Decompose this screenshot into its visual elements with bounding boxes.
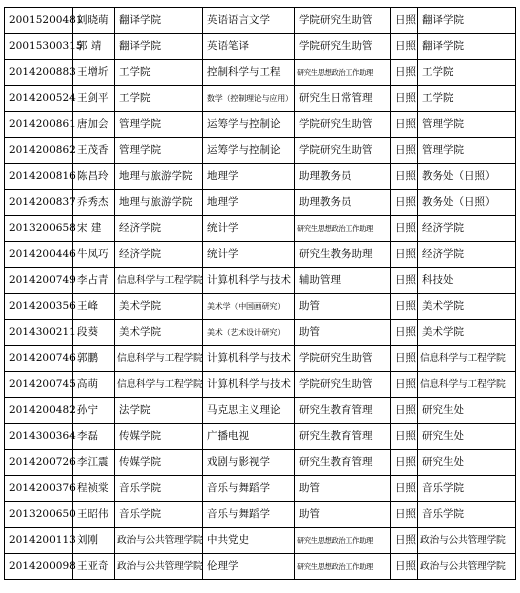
campus-cell: 日照	[391, 346, 418, 372]
unit-cell: 翻译学院	[418, 34, 516, 60]
name-cell: 王昭伟	[73, 502, 115, 528]
name-cell: 李占青	[73, 268, 115, 294]
campus-cell: 日照	[391, 164, 418, 190]
college-cell: 美术学院	[115, 320, 203, 346]
major-cell: 英语语言文学	[203, 8, 295, 34]
name-cell: 王增圻	[73, 60, 115, 86]
major-cell: 伦理学	[203, 554, 295, 580]
name-cell: 李江震	[73, 450, 115, 476]
unit-cell: 工学院	[418, 86, 516, 112]
major-cell: 音乐与舞蹈学	[203, 502, 295, 528]
campus-cell: 日照	[391, 34, 418, 60]
name-cell: 陈昌玲	[73, 164, 115, 190]
unit-cell: 翻译学院	[418, 8, 516, 34]
name-cell: 唐加会	[73, 112, 115, 138]
unit-cell: 研究生处	[418, 398, 516, 424]
student-id-cell: 2014300364	[5, 424, 73, 450]
post-cell: 研究生教育管理	[295, 424, 391, 450]
post-cell: 研究生日常管理	[295, 86, 391, 112]
student-id-cell: 2014200446	[5, 242, 73, 268]
college-cell: 信息科学与工程学院	[115, 268, 203, 294]
table-row	[5, 8, 516, 34]
college-cell: 翻译学院	[115, 34, 203, 60]
campus-cell: 日照	[391, 398, 418, 424]
student-id-cell: 2014200861	[5, 112, 73, 138]
college-cell: 政治与公共管理学院	[115, 528, 203, 554]
college-cell: 经济学院	[115, 242, 203, 268]
major-cell: 计算机科学与技术	[203, 372, 295, 398]
table-row	[5, 190, 516, 216]
name-cell: 王峰	[73, 294, 115, 320]
student-id-cell: 2014200726	[5, 450, 73, 476]
campus-cell: 日照	[391, 502, 418, 528]
table-row	[5, 320, 516, 346]
table-row	[5, 242, 516, 268]
table-row	[5, 450, 516, 476]
name-cell: 王茂香	[73, 138, 115, 164]
post-cell: 研究生思想政治工作助理	[295, 60, 391, 86]
unit-cell: 教务处（日照）	[418, 164, 516, 190]
table-row	[5, 398, 516, 424]
college-cell: 经济学院	[115, 216, 203, 242]
college-cell: 美术学院	[115, 294, 203, 320]
name-cell: 郭鹏	[73, 346, 115, 372]
table-row	[5, 34, 516, 60]
major-cell: 地理学	[203, 190, 295, 216]
campus-cell: 日照	[391, 450, 418, 476]
personnel-table	[4, 7, 516, 580]
unit-cell: 研究生处	[418, 424, 516, 450]
post-cell: 助管	[295, 502, 391, 528]
post-cell: 助理教务员	[295, 190, 391, 216]
table-row	[5, 424, 516, 450]
major-cell: 统计学	[203, 216, 295, 242]
student-id-cell: 2014200816	[5, 164, 73, 190]
student-id-cell: 20015200481	[5, 8, 73, 34]
campus-cell: 日照	[391, 372, 418, 398]
unit-cell: 信息科学与工程学院	[418, 372, 516, 398]
name-cell: 孙宁	[73, 398, 115, 424]
major-cell: 运筹学与控制论	[203, 112, 295, 138]
campus-cell: 日照	[391, 320, 418, 346]
post-cell: 研究生思想政治工作助理	[295, 528, 391, 554]
post-cell: 助管	[295, 476, 391, 502]
campus-cell: 日照	[391, 528, 418, 554]
name-cell: 牛凤巧	[73, 242, 115, 268]
college-cell: 工学院	[115, 86, 203, 112]
student-id-cell: 2014200098	[5, 554, 73, 580]
unit-cell: 政治与公共管理学院	[418, 554, 516, 580]
name-cell: 刘晓萌	[73, 8, 115, 34]
college-cell: 地理与旅游学院	[115, 164, 203, 190]
unit-cell: 研究生处	[418, 450, 516, 476]
major-cell: 戏剧与影视学	[203, 450, 295, 476]
unit-cell: 音乐学院	[418, 502, 516, 528]
unit-cell: 美术学院	[418, 320, 516, 346]
table-row	[5, 164, 516, 190]
table-row	[5, 112, 516, 138]
unit-cell: 教务处（日照）	[418, 190, 516, 216]
college-cell: 翻译学院	[115, 8, 203, 34]
major-cell: 统计学	[203, 242, 295, 268]
student-id-cell: 2014200524	[5, 86, 73, 112]
major-cell: 音乐与舞蹈学	[203, 476, 295, 502]
table-row	[5, 268, 516, 294]
major-cell: 美术（艺术设计研究）	[203, 320, 295, 346]
student-id-cell: 2014200745	[5, 372, 73, 398]
student-id-cell: 2014200862	[5, 138, 73, 164]
student-id-cell: 2014200113	[5, 528, 73, 554]
post-cell: 学院研究生助管	[295, 372, 391, 398]
college-cell: 传媒学院	[115, 424, 203, 450]
table-row	[5, 138, 516, 164]
name-cell: 段葵	[73, 320, 115, 346]
unit-cell: 信息科学与工程学院	[418, 346, 516, 372]
college-cell: 管理学院	[115, 112, 203, 138]
unit-cell: 政治与公共管理学院	[418, 528, 516, 554]
college-cell: 政治与公共管理学院	[115, 554, 203, 580]
campus-cell: 日照	[391, 476, 418, 502]
campus-cell: 日照	[391, 216, 418, 242]
table-row	[5, 554, 516, 580]
major-cell: 英语笔译	[203, 34, 295, 60]
name-cell: 乔秀杰	[73, 190, 115, 216]
unit-cell: 工学院	[418, 60, 516, 86]
name-cell: 王剑平	[73, 86, 115, 112]
major-cell: 中共党史	[203, 528, 295, 554]
major-cell: 地理学	[203, 164, 295, 190]
college-cell: 信息科学与工程学院	[115, 372, 203, 398]
post-cell: 助理教务员	[295, 164, 391, 190]
name-cell: 程祯棠	[73, 476, 115, 502]
unit-cell: 经济学院	[418, 242, 516, 268]
campus-cell: 日照	[391, 60, 418, 86]
major-cell: 计算机科学与技术	[203, 268, 295, 294]
unit-cell: 管理学院	[418, 112, 516, 138]
table-row	[5, 528, 516, 554]
post-cell: 助管	[295, 294, 391, 320]
major-cell: 数学（控制理论与应用）	[203, 86, 295, 112]
unit-cell: 科技处	[418, 268, 516, 294]
student-id-cell: 2014200837	[5, 190, 73, 216]
major-cell: 计算机科学与技术	[203, 346, 295, 372]
post-cell: 学院研究生助管	[295, 346, 391, 372]
post-cell: 学院研究生助管	[295, 8, 391, 34]
post-cell: 辅助管理	[295, 268, 391, 294]
table-body	[5, 8, 516, 580]
college-cell: 工学院	[115, 60, 203, 86]
table-row	[5, 60, 516, 86]
major-cell: 马克思主义理论	[203, 398, 295, 424]
campus-cell: 日照	[391, 86, 418, 112]
table-row	[5, 346, 516, 372]
table-row	[5, 86, 516, 112]
major-cell: 广播电视	[203, 424, 295, 450]
college-cell: 音乐学院	[115, 502, 203, 528]
post-cell: 学院研究生助管	[295, 138, 391, 164]
student-id-cell: 2014200356	[5, 294, 73, 320]
campus-cell: 日照	[391, 424, 418, 450]
major-cell: 美术学（中国画研究）	[203, 294, 295, 320]
campus-cell: 日照	[391, 242, 418, 268]
student-id-cell: 2014200883	[5, 60, 73, 86]
college-cell: 地理与旅游学院	[115, 190, 203, 216]
table-row	[5, 502, 516, 528]
name-cell: 李磊	[73, 424, 115, 450]
unit-cell: 音乐学院	[418, 476, 516, 502]
college-cell: 音乐学院	[115, 476, 203, 502]
campus-cell: 日照	[391, 112, 418, 138]
student-id-cell: 2014200376	[5, 476, 73, 502]
student-id-cell: 2014200749	[5, 268, 73, 294]
student-id-cell: 2014300211	[5, 320, 73, 346]
student-id-cell: 2013200650	[5, 502, 73, 528]
major-cell: 控制科学与工程	[203, 60, 295, 86]
college-cell: 法学院	[115, 398, 203, 424]
post-cell: 研究生思想政治工作助理	[295, 554, 391, 580]
unit-cell: 美术学院	[418, 294, 516, 320]
college-cell: 传媒学院	[115, 450, 203, 476]
student-id-cell: 2014200746	[5, 346, 73, 372]
major-cell: 运筹学与控制论	[203, 138, 295, 164]
table-row	[5, 372, 516, 398]
post-cell: 研究生教育管理	[295, 398, 391, 424]
name-cell: 宋 建	[73, 216, 115, 242]
name-cell: 高萌	[73, 372, 115, 398]
post-cell: 学院研究生助管	[295, 112, 391, 138]
post-cell: 研究生教育管理	[295, 450, 391, 476]
post-cell: 研究生教务助理	[295, 242, 391, 268]
college-cell: 管理学院	[115, 138, 203, 164]
table-row	[5, 476, 516, 502]
student-id-cell: 2013200658	[5, 216, 73, 242]
post-cell: 助管	[295, 320, 391, 346]
post-cell: 学院研究生助管	[295, 34, 391, 60]
student-id-cell: 2014200482	[5, 398, 73, 424]
unit-cell: 管理学院	[418, 138, 516, 164]
college-cell: 信息科学与工程学院	[115, 346, 203, 372]
campus-cell: 日照	[391, 190, 418, 216]
table-row	[5, 216, 516, 242]
name-cell: 郭 靖	[73, 34, 115, 60]
student-id-cell: 20015300315	[5, 34, 73, 60]
campus-cell: 日照	[391, 138, 418, 164]
campus-cell: 日照	[391, 294, 418, 320]
name-cell: 刘刚	[73, 528, 115, 554]
campus-cell: 日照	[391, 268, 418, 294]
unit-cell: 经济学院	[418, 216, 516, 242]
post-cell: 研究生思想政治工作助理	[295, 216, 391, 242]
table-row	[5, 294, 516, 320]
campus-cell: 日照	[391, 8, 418, 34]
name-cell: 王亚奇	[73, 554, 115, 580]
campus-cell: 日照	[391, 554, 418, 580]
